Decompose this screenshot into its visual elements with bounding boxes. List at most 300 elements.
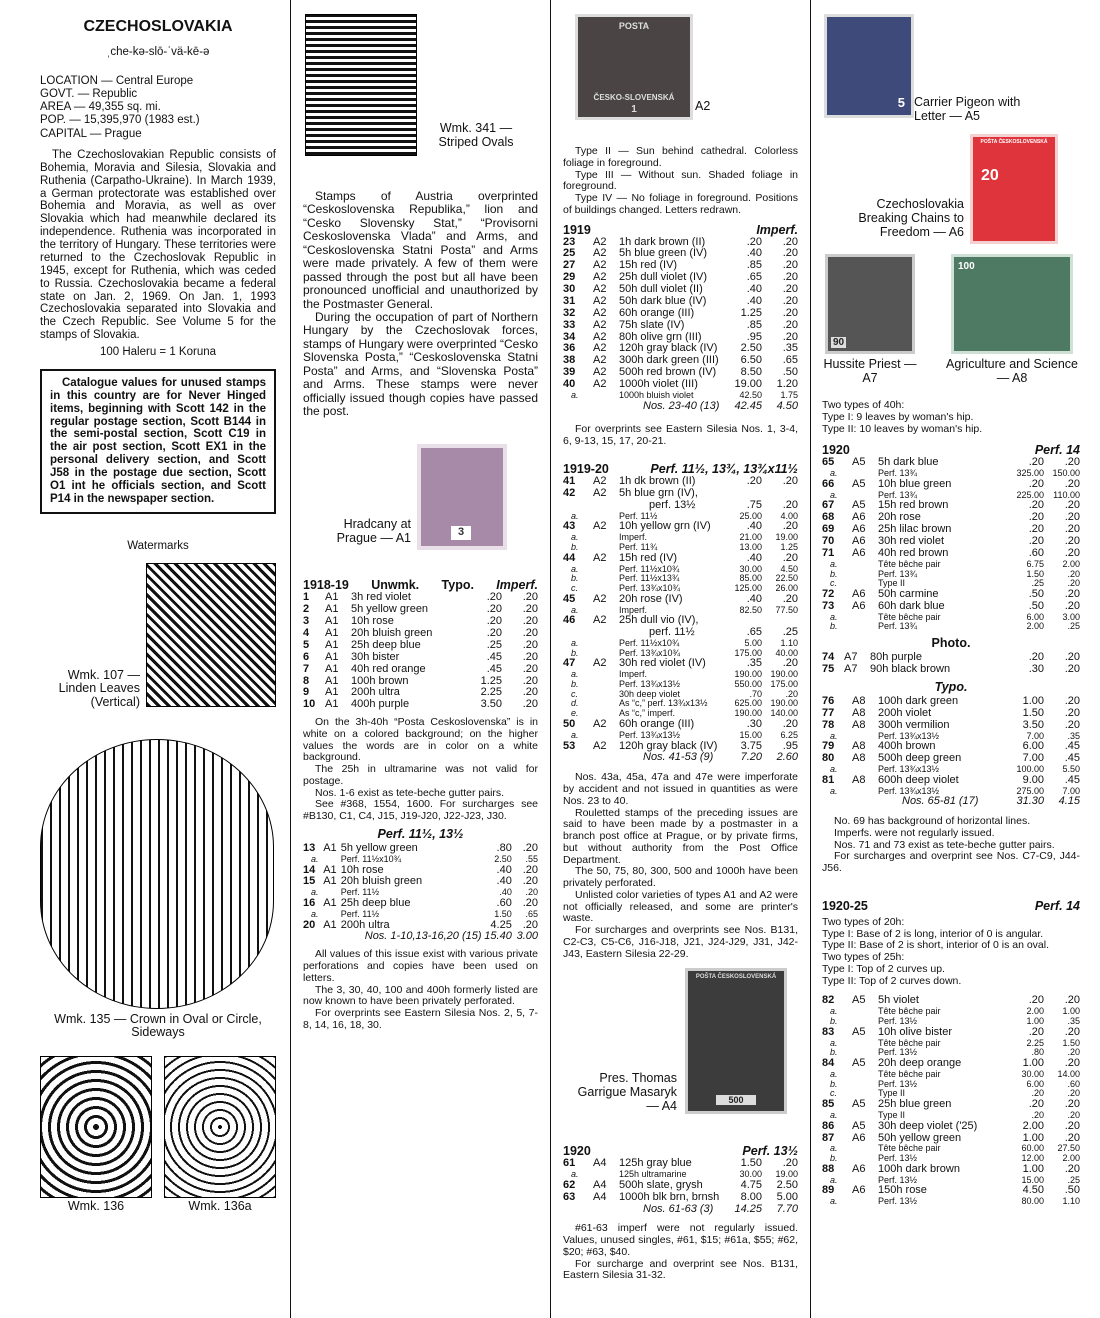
used-value: 27.50 bbox=[1057, 1143, 1080, 1154]
used-value: .20 bbox=[1064, 477, 1080, 490]
catalogue-number: 88 bbox=[822, 1162, 835, 1175]
unused-value: .20 bbox=[1028, 651, 1044, 664]
stamp-description: 15h red (IV) bbox=[619, 259, 678, 272]
stamp-description: Nos. 23-40 (13) bbox=[643, 399, 720, 412]
stamp-description: Perf. 13½ bbox=[878, 1078, 918, 1089]
catalogue-number: 66 bbox=[822, 477, 835, 490]
catalogue-number: 89 bbox=[822, 1184, 835, 1197]
unused-value: 1.50 bbox=[494, 908, 512, 919]
country-facts bbox=[40, 75, 276, 141]
type-line: Type I: 9 leaves by woman's hip. bbox=[822, 410, 974, 423]
listing-1920-25 bbox=[822, 995, 1080, 1207]
used-value: .60 bbox=[1067, 1078, 1080, 1089]
unused-value: 13.00 bbox=[739, 541, 762, 552]
design-type: A4 bbox=[593, 1157, 607, 1170]
a6-stamp-image bbox=[970, 134, 1058, 244]
design-type bbox=[852, 613, 878, 623]
design-type: A6 bbox=[852, 523, 866, 536]
unused-value: 9.00 bbox=[1022, 773, 1044, 786]
stamp-description: Imperf. bbox=[619, 532, 648, 543]
unused-value: 1.50 bbox=[1022, 706, 1044, 719]
used-value: .20 bbox=[1067, 568, 1080, 579]
stamp-description: 5h blue grn (IV), bbox=[619, 486, 698, 499]
unused-value: .20 bbox=[1028, 1098, 1044, 1111]
used-value: .20 bbox=[1064, 511, 1080, 524]
unused-value bbox=[726, 488, 762, 500]
design-type: A6 bbox=[852, 535, 866, 548]
catalogue-number: 3 bbox=[303, 615, 310, 628]
wmk341-block bbox=[303, 12, 538, 172]
a1-stamp-value: 3 bbox=[451, 526, 471, 540]
design-type bbox=[852, 570, 878, 580]
used-value: .20 bbox=[1064, 718, 1080, 731]
a6-stamp-value: 20 bbox=[981, 167, 999, 184]
catalogue-number: 87 bbox=[822, 1131, 835, 1144]
design-type: A5 bbox=[852, 499, 866, 512]
stamp-description: As “c,” perf. 13¾x13½ bbox=[619, 698, 708, 709]
catalogue-row bbox=[822, 696, 1080, 708]
listing-1919 bbox=[563, 237, 798, 413]
stamp-description: 25h deep blue bbox=[340, 897, 411, 909]
catalogue-row bbox=[303, 699, 538, 711]
unused-value: .20 bbox=[486, 627, 502, 640]
catalogue-number: 43 bbox=[563, 520, 576, 533]
stamp-description: Perf. 13¾ bbox=[878, 568, 918, 579]
wmk107-block bbox=[40, 559, 276, 739]
design-type bbox=[593, 533, 619, 543]
catalogue-number: 4 bbox=[303, 627, 310, 640]
unused-value: .60 bbox=[496, 897, 512, 909]
catalogue-number: a. bbox=[571, 510, 579, 521]
stamp-description: 125h gray blue bbox=[619, 1157, 692, 1170]
used-value: .20 bbox=[522, 591, 538, 604]
stamp-description: 25h lilac brown bbox=[878, 523, 952, 536]
catalogue-number: 39 bbox=[563, 366, 576, 379]
a4-stamp-value: 500 bbox=[716, 1095, 756, 1105]
issue-notes bbox=[303, 717, 538, 823]
note-paragraph: Type IV — No foliage in foreground. Positions of buildings changed. Letters redrawn. bbox=[563, 192, 798, 216]
stamp-description: Perf. 11½ bbox=[619, 510, 658, 521]
unused-value: .35 bbox=[746, 657, 762, 670]
catalogue-row bbox=[822, 664, 1080, 676]
design-type: A1 bbox=[323, 875, 337, 888]
variety-row bbox=[563, 627, 798, 639]
stamp-description: 60h dark blue bbox=[878, 599, 945, 612]
a4-stamp-image bbox=[685, 968, 787, 1114]
catalogue-number: 71 bbox=[822, 546, 835, 559]
catalogue-number: b. bbox=[830, 1153, 838, 1164]
catalogue-number: 9 bbox=[303, 686, 310, 699]
stamp-description: Tête bêche pair bbox=[878, 1143, 941, 1154]
stamp-description: 25h blue green bbox=[878, 1098, 952, 1111]
catalogue-number: 70 bbox=[822, 535, 835, 548]
unused-value: .40 bbox=[746, 520, 762, 533]
unused-value: 2.00 bbox=[1026, 621, 1044, 632]
used-value: 1.10 bbox=[1062, 1196, 1080, 1207]
catalogue-row bbox=[303, 640, 538, 652]
used-value: 19.00 bbox=[775, 1169, 798, 1180]
design-type bbox=[593, 680, 619, 690]
catalogue-number: 46 bbox=[563, 614, 576, 627]
used-value: .65 bbox=[525, 908, 538, 919]
used-value: .20 bbox=[522, 863, 538, 876]
catalogue-number: a. bbox=[830, 468, 838, 479]
stamp-description: 1h dark brown (II) bbox=[619, 235, 706, 248]
unused-value: 4.25 bbox=[490, 918, 512, 931]
catalogue-number: 20 bbox=[303, 918, 316, 931]
unused-value: .25 bbox=[486, 638, 502, 651]
a7-stamp-image bbox=[825, 254, 915, 354]
unused-value: 14.25 bbox=[734, 1202, 762, 1215]
used-value: .20 bbox=[1064, 1098, 1080, 1111]
stamp-description: Type II bbox=[878, 578, 906, 589]
unused-value: .65 bbox=[746, 626, 762, 639]
used-value: 2.00 bbox=[1062, 558, 1080, 569]
listing-1918-19 bbox=[303, 592, 538, 711]
photo-subheader: Photo. bbox=[931, 636, 971, 651]
design-type: A2 bbox=[593, 318, 607, 331]
design-type: A2 bbox=[593, 657, 607, 670]
catalogue-number: 38 bbox=[563, 354, 576, 367]
stamp-description: 30h red violet (IV) bbox=[619, 657, 706, 670]
a8-stamp-image bbox=[951, 254, 1073, 354]
catalogue-values-notice: Catalogue values for unused stamps in this country are for Never Hinged items, beginning with Scott 142 in the regular postage section, Scott B144 in the semi-postal section, Scott C19 in the air post section, Scott EX1 in the personal delivery section, and Scott J58 in the postage due section, Scott O1 int he officials section, and Scott P14 in the newspaper section. bbox=[40, 369, 276, 514]
catalogue-number: a. bbox=[571, 638, 579, 648]
used-value: .20 bbox=[1064, 663, 1080, 676]
catalogue-number: 47 bbox=[563, 657, 576, 670]
catalogue-row bbox=[563, 296, 798, 308]
unused-value: 1.00 bbox=[1022, 694, 1044, 707]
used-value: .20 bbox=[522, 627, 538, 640]
catalogue-number: 79 bbox=[822, 740, 835, 753]
catalogue-number: 63 bbox=[563, 1190, 576, 1203]
unused-value: 6.00 bbox=[1026, 1078, 1044, 1089]
catalogue-row bbox=[563, 658, 798, 670]
unused-value: 7.20 bbox=[740, 751, 762, 764]
unused-value: 625.00 bbox=[734, 698, 762, 709]
catalogue-number: a. bbox=[830, 1196, 838, 1207]
note-paragraph: For surcharges and overprint see Nos. C7-C9, J44-J56. bbox=[822, 850, 1080, 875]
variety-row bbox=[563, 574, 798, 584]
catalogue-number: a. bbox=[571, 729, 579, 740]
unused-value: 19.00 bbox=[734, 378, 762, 390]
fact-capital: CAPITAL — Prague bbox=[40, 127, 142, 140]
used-value: 140.00 bbox=[770, 708, 798, 719]
note-paragraph: Nos. 71 and 73 exist as tete-beche gutter pairs. bbox=[834, 838, 1055, 851]
stamp-description: 5h yellow green bbox=[351, 603, 429, 616]
unused-value: .20 bbox=[1028, 523, 1044, 536]
catalogue-number: b. bbox=[571, 647, 579, 658]
catalogue-number: b. bbox=[830, 568, 838, 579]
design-type: A2 bbox=[593, 592, 607, 605]
used-value: 190.00 bbox=[770, 698, 798, 709]
unused-value: 325.00 bbox=[1016, 468, 1044, 479]
used-value: 5.50 bbox=[1062, 764, 1080, 774]
issue-1920-25-header bbox=[822, 899, 1080, 913]
stamp-description: Perf. 13¾x13½ bbox=[619, 729, 681, 740]
stamp-description: 50h carmine bbox=[878, 587, 939, 600]
catalogue-number: a. bbox=[830, 1068, 838, 1079]
catalogue-number: 45 bbox=[563, 592, 576, 605]
used-value: 22.50 bbox=[775, 573, 798, 584]
used-value: .20 bbox=[522, 662, 538, 675]
design-type: A6 bbox=[852, 599, 866, 612]
catalogue-number: 30 bbox=[563, 283, 576, 295]
unused-value: .65 bbox=[746, 271, 762, 284]
column-4 bbox=[810, 0, 1100, 1318]
unused-value: 275.00 bbox=[1016, 785, 1044, 796]
wmk135-image bbox=[40, 739, 274, 1009]
a5-stamp-value: 5 bbox=[897, 95, 905, 111]
stamp-description: Tête bêche pair bbox=[878, 1006, 941, 1017]
used-value: .20 bbox=[1064, 456, 1080, 469]
catalogue-number: b. bbox=[830, 1078, 838, 1089]
stamp-description: Perf. 11½x10¾ bbox=[619, 638, 680, 648]
catalogue-row bbox=[822, 479, 1080, 491]
note-paragraph: The 3, 30, 40, 100 and 400h formerly listed are now known to have been privately perforated. bbox=[303, 983, 538, 1008]
note-paragraph: Rouletted stamps of the preceding issues are said to have been made by a postmaster in a branch post office at Prague, or by private firms, but without authority from the Post Office Department. bbox=[563, 806, 798, 866]
design-type: A2 bbox=[593, 739, 607, 752]
unused-value: 6.00 bbox=[1022, 740, 1044, 753]
total-row bbox=[563, 752, 798, 764]
issue-1919-20-header bbox=[563, 462, 798, 476]
used-value: 1.00 bbox=[1062, 1006, 1080, 1017]
used-value: .20 bbox=[782, 657, 798, 670]
unused-value: .95 bbox=[746, 330, 762, 343]
catalogue-number: 61 bbox=[563, 1157, 576, 1170]
catalogue-number: 15 bbox=[303, 875, 316, 888]
unused-value: 5.00 bbox=[744, 638, 762, 648]
stamp-description: 10h rose bbox=[351, 615, 394, 628]
design-type: A6 bbox=[852, 587, 866, 600]
unused-value: .20 bbox=[1028, 511, 1044, 524]
design-type bbox=[852, 1197, 878, 1207]
wmk136-caption: Wmk. 136 bbox=[67, 1199, 125, 1213]
design-type: A2 bbox=[593, 551, 607, 564]
unused-value: 30.00 bbox=[1021, 1068, 1044, 1079]
design-type: A2 bbox=[593, 294, 607, 307]
design-type bbox=[593, 639, 619, 649]
catalogue-row bbox=[822, 775, 1080, 787]
a2-block bbox=[563, 12, 798, 132]
stamp-description: 500h deep green bbox=[878, 752, 962, 765]
fact-govt: GOVT. — Republic bbox=[40, 88, 138, 100]
design-type: A2 bbox=[593, 366, 607, 379]
unused-value: .70 bbox=[749, 688, 762, 699]
design-type: A8 bbox=[852, 752, 866, 765]
catalogue-number: 81 bbox=[822, 773, 835, 786]
catalogue-row bbox=[303, 687, 538, 699]
used-value: .25 bbox=[782, 626, 798, 639]
unused-value: 21.00 bbox=[739, 532, 762, 543]
catalogue-row bbox=[303, 604, 538, 616]
a4-caption: Pres. Thomas Garrigue Masaryk — A4 bbox=[577, 1071, 677, 1113]
stamp-description: 30h deep violet ('25) bbox=[878, 1119, 978, 1132]
stamp-description: Perf. 13¾x13½ bbox=[878, 764, 940, 774]
unused-value: 4.75 bbox=[740, 1178, 762, 1191]
design-type: A2 bbox=[593, 717, 607, 730]
used-value: .20 bbox=[1064, 587, 1080, 600]
design-type: A4 bbox=[593, 1190, 607, 1203]
stamp-description: 1h dk brown (II) bbox=[619, 474, 696, 487]
design-type: A5 bbox=[852, 1098, 866, 1111]
catalogue-number: a. bbox=[571, 389, 579, 400]
catalogue-row bbox=[822, 1027, 1080, 1039]
catalogue-number: 32 bbox=[563, 306, 576, 319]
stamp-description: 300h dark green (III) bbox=[619, 354, 719, 367]
stamp-description: 10h olive bister bbox=[878, 1025, 952, 1038]
used-value: .20 bbox=[522, 897, 538, 909]
total-row bbox=[563, 401, 798, 413]
design-type bbox=[852, 787, 878, 797]
stamp-description: Perf. 13½ bbox=[878, 1047, 918, 1058]
used-value: 1.75 bbox=[780, 389, 798, 400]
fact-location: LOCATION — Central Europe bbox=[40, 74, 194, 87]
stamp-description: Perf. 13½ bbox=[878, 1174, 918, 1185]
issue-notes bbox=[822, 816, 1080, 875]
unused-value: 175.00 bbox=[734, 647, 762, 658]
stamp-description: Nos. 1-10,13-16,20 (15) bbox=[364, 930, 482, 943]
catalogue-number: 74 bbox=[822, 651, 835, 664]
a8-stamp-value: 100 bbox=[958, 261, 975, 272]
catalogue-number: a. bbox=[830, 1037, 838, 1048]
used-value: .20 bbox=[1064, 1025, 1080, 1038]
catalogue-number: b. bbox=[830, 1047, 838, 1058]
stamp-description: Perf. 11½x10¾ bbox=[340, 853, 402, 864]
stamp-description: Nos. 65-81 (17) bbox=[902, 795, 979, 808]
issue-perf: Imperf. bbox=[756, 222, 798, 237]
stamp-description: Perf. 11½x10¾ bbox=[619, 563, 680, 574]
variety-row bbox=[563, 680, 798, 690]
stamp-description: Perf. 11½ bbox=[340, 887, 380, 898]
catalogue-number: b. bbox=[571, 541, 579, 552]
catalogue-number: c. bbox=[830, 1088, 838, 1099]
used-value: 3.00 bbox=[1062, 611, 1080, 622]
catalogue-number: e. bbox=[571, 708, 579, 719]
unused-value: .75 bbox=[746, 498, 762, 511]
issue-year: 1919-20 bbox=[563, 461, 609, 476]
catalogue-number: 65 bbox=[822, 456, 835, 469]
stamp-description: 20h deep orange bbox=[878, 1057, 962, 1070]
stamp-description: 100h dark brown bbox=[878, 1162, 960, 1175]
used-value: .20 bbox=[782, 330, 798, 343]
perf-subheader: Perf. 11½, 13½ bbox=[377, 826, 464, 841]
unused-value: 1.00 bbox=[1022, 1162, 1044, 1175]
used-value: .25 bbox=[1067, 621, 1080, 632]
unused-value: 60.00 bbox=[1021, 1143, 1044, 1154]
catalogue-number: a. bbox=[830, 764, 838, 774]
design-type: A2 bbox=[593, 235, 607, 248]
used-value: .20 bbox=[522, 615, 538, 628]
catalogue-number: d. bbox=[571, 698, 579, 709]
wmk341-image bbox=[305, 14, 417, 156]
unused-value: 225.00 bbox=[1016, 489, 1044, 500]
used-value: 4.15 bbox=[1058, 795, 1080, 808]
a7-block bbox=[822, 254, 918, 394]
design-type: A8 bbox=[852, 694, 866, 707]
stamp-description: Type II bbox=[878, 1088, 906, 1099]
note-paragraph: On the 3h-40h “Posta Ceskoslovenska” is in white on a colored background; on the higher values the words are in color on a white background. bbox=[303, 716, 538, 764]
catalogue-number: 86 bbox=[822, 1119, 835, 1132]
catalogue-row bbox=[303, 676, 538, 688]
stamp-description: Tête bêche pair bbox=[878, 1068, 941, 1079]
used-value: .20 bbox=[1064, 1119, 1080, 1132]
used-value: .20 bbox=[522, 841, 538, 854]
used-value: .25 bbox=[1067, 1174, 1080, 1185]
catalogue-number: 29 bbox=[563, 271, 576, 284]
unused-value: .45 bbox=[486, 650, 502, 663]
listing-perf bbox=[303, 843, 538, 943]
used-value: .35 bbox=[1067, 730, 1080, 741]
a7-a8-row bbox=[822, 254, 1080, 394]
used-value: .20 bbox=[1067, 1109, 1080, 1120]
total-row bbox=[563, 1204, 798, 1216]
column-2 bbox=[290, 0, 550, 1318]
catalogue-number: 76 bbox=[822, 694, 835, 707]
total-row bbox=[303, 931, 538, 943]
catalogue-number: 8 bbox=[303, 674, 310, 687]
catalogue-number: 83 bbox=[822, 1025, 835, 1038]
unused-value: 1.25 bbox=[480, 674, 502, 687]
a2-caption: A2 bbox=[695, 99, 711, 113]
design-type bbox=[852, 1039, 878, 1049]
design-type bbox=[593, 699, 619, 709]
used-value: 150.00 bbox=[1052, 468, 1080, 479]
design-type bbox=[593, 500, 619, 512]
design-type bbox=[593, 627, 619, 639]
used-value: 7.00 bbox=[1062, 785, 1080, 796]
design-type bbox=[593, 670, 619, 680]
wmk341-caption: Wmk. 341 — Striped Ovals bbox=[438, 121, 514, 149]
wmk135-caption: Wmk. 135 — Crown in Oval or Circle, Sideways bbox=[54, 1011, 262, 1040]
total-row bbox=[822, 796, 1080, 808]
catalogue-number bbox=[303, 931, 323, 943]
unused-value: 190.00 bbox=[734, 669, 762, 680]
catalogue-number: c. bbox=[571, 688, 579, 699]
stamp-description: 20h rose bbox=[878, 511, 921, 524]
used-value: .20 bbox=[782, 592, 798, 605]
used-value: .95 bbox=[782, 739, 798, 752]
unused-value: .20 bbox=[486, 591, 502, 604]
used-value: .20 bbox=[1064, 546, 1080, 559]
design-type bbox=[852, 1070, 878, 1080]
fact-pop: POP. — 15,395,970 (1983 est.) bbox=[40, 114, 200, 127]
unused-value: .20 bbox=[1031, 1109, 1044, 1120]
unused-value: 2.00 bbox=[1026, 1006, 1044, 1017]
catalogue-number: 85 bbox=[822, 1098, 835, 1111]
stamp-description: 500h slate, grysh bbox=[619, 1178, 703, 1191]
type-descriptions bbox=[822, 400, 1080, 435]
type-descriptions bbox=[563, 146, 798, 217]
used-value: .20 bbox=[782, 551, 798, 564]
catalogue-number: b. bbox=[830, 621, 838, 632]
stamp-description: 5h blue green (IV) bbox=[619, 247, 708, 260]
unused-value: 82.50 bbox=[739, 604, 762, 615]
a7-stamp-value: 90 bbox=[833, 336, 845, 348]
unused-value: .20 bbox=[1028, 499, 1044, 512]
hungary-overprint-paragraph: During the occupation of part of Northern Hungary by the Czechoslovak forces, stamps of Hungary were overprinted “Cesko Slovenska Posta,” “Ceskoslovenska Statni Posta” and Arms, and “Slovenska Posta” and Arms. These stamps were never officially issued though copies have passed the post. bbox=[303, 309, 538, 418]
note-paragraph: Imperfs. were not regularly issued. bbox=[834, 826, 995, 839]
used-value: .20 bbox=[522, 918, 538, 931]
unused-value: .40 bbox=[496, 863, 512, 876]
note-paragraph: No. 69 has background of horizontal lines. bbox=[834, 815, 1031, 828]
unused-value: 80.00 bbox=[1021, 1196, 1044, 1207]
unused-value: 1.00 bbox=[1026, 1016, 1044, 1027]
design-type: A2 bbox=[593, 330, 607, 343]
stamp-description: 1000h violet (III) bbox=[619, 378, 698, 390]
catalogue-number: 33 bbox=[563, 318, 576, 331]
listing-1919-20 bbox=[563, 476, 798, 764]
